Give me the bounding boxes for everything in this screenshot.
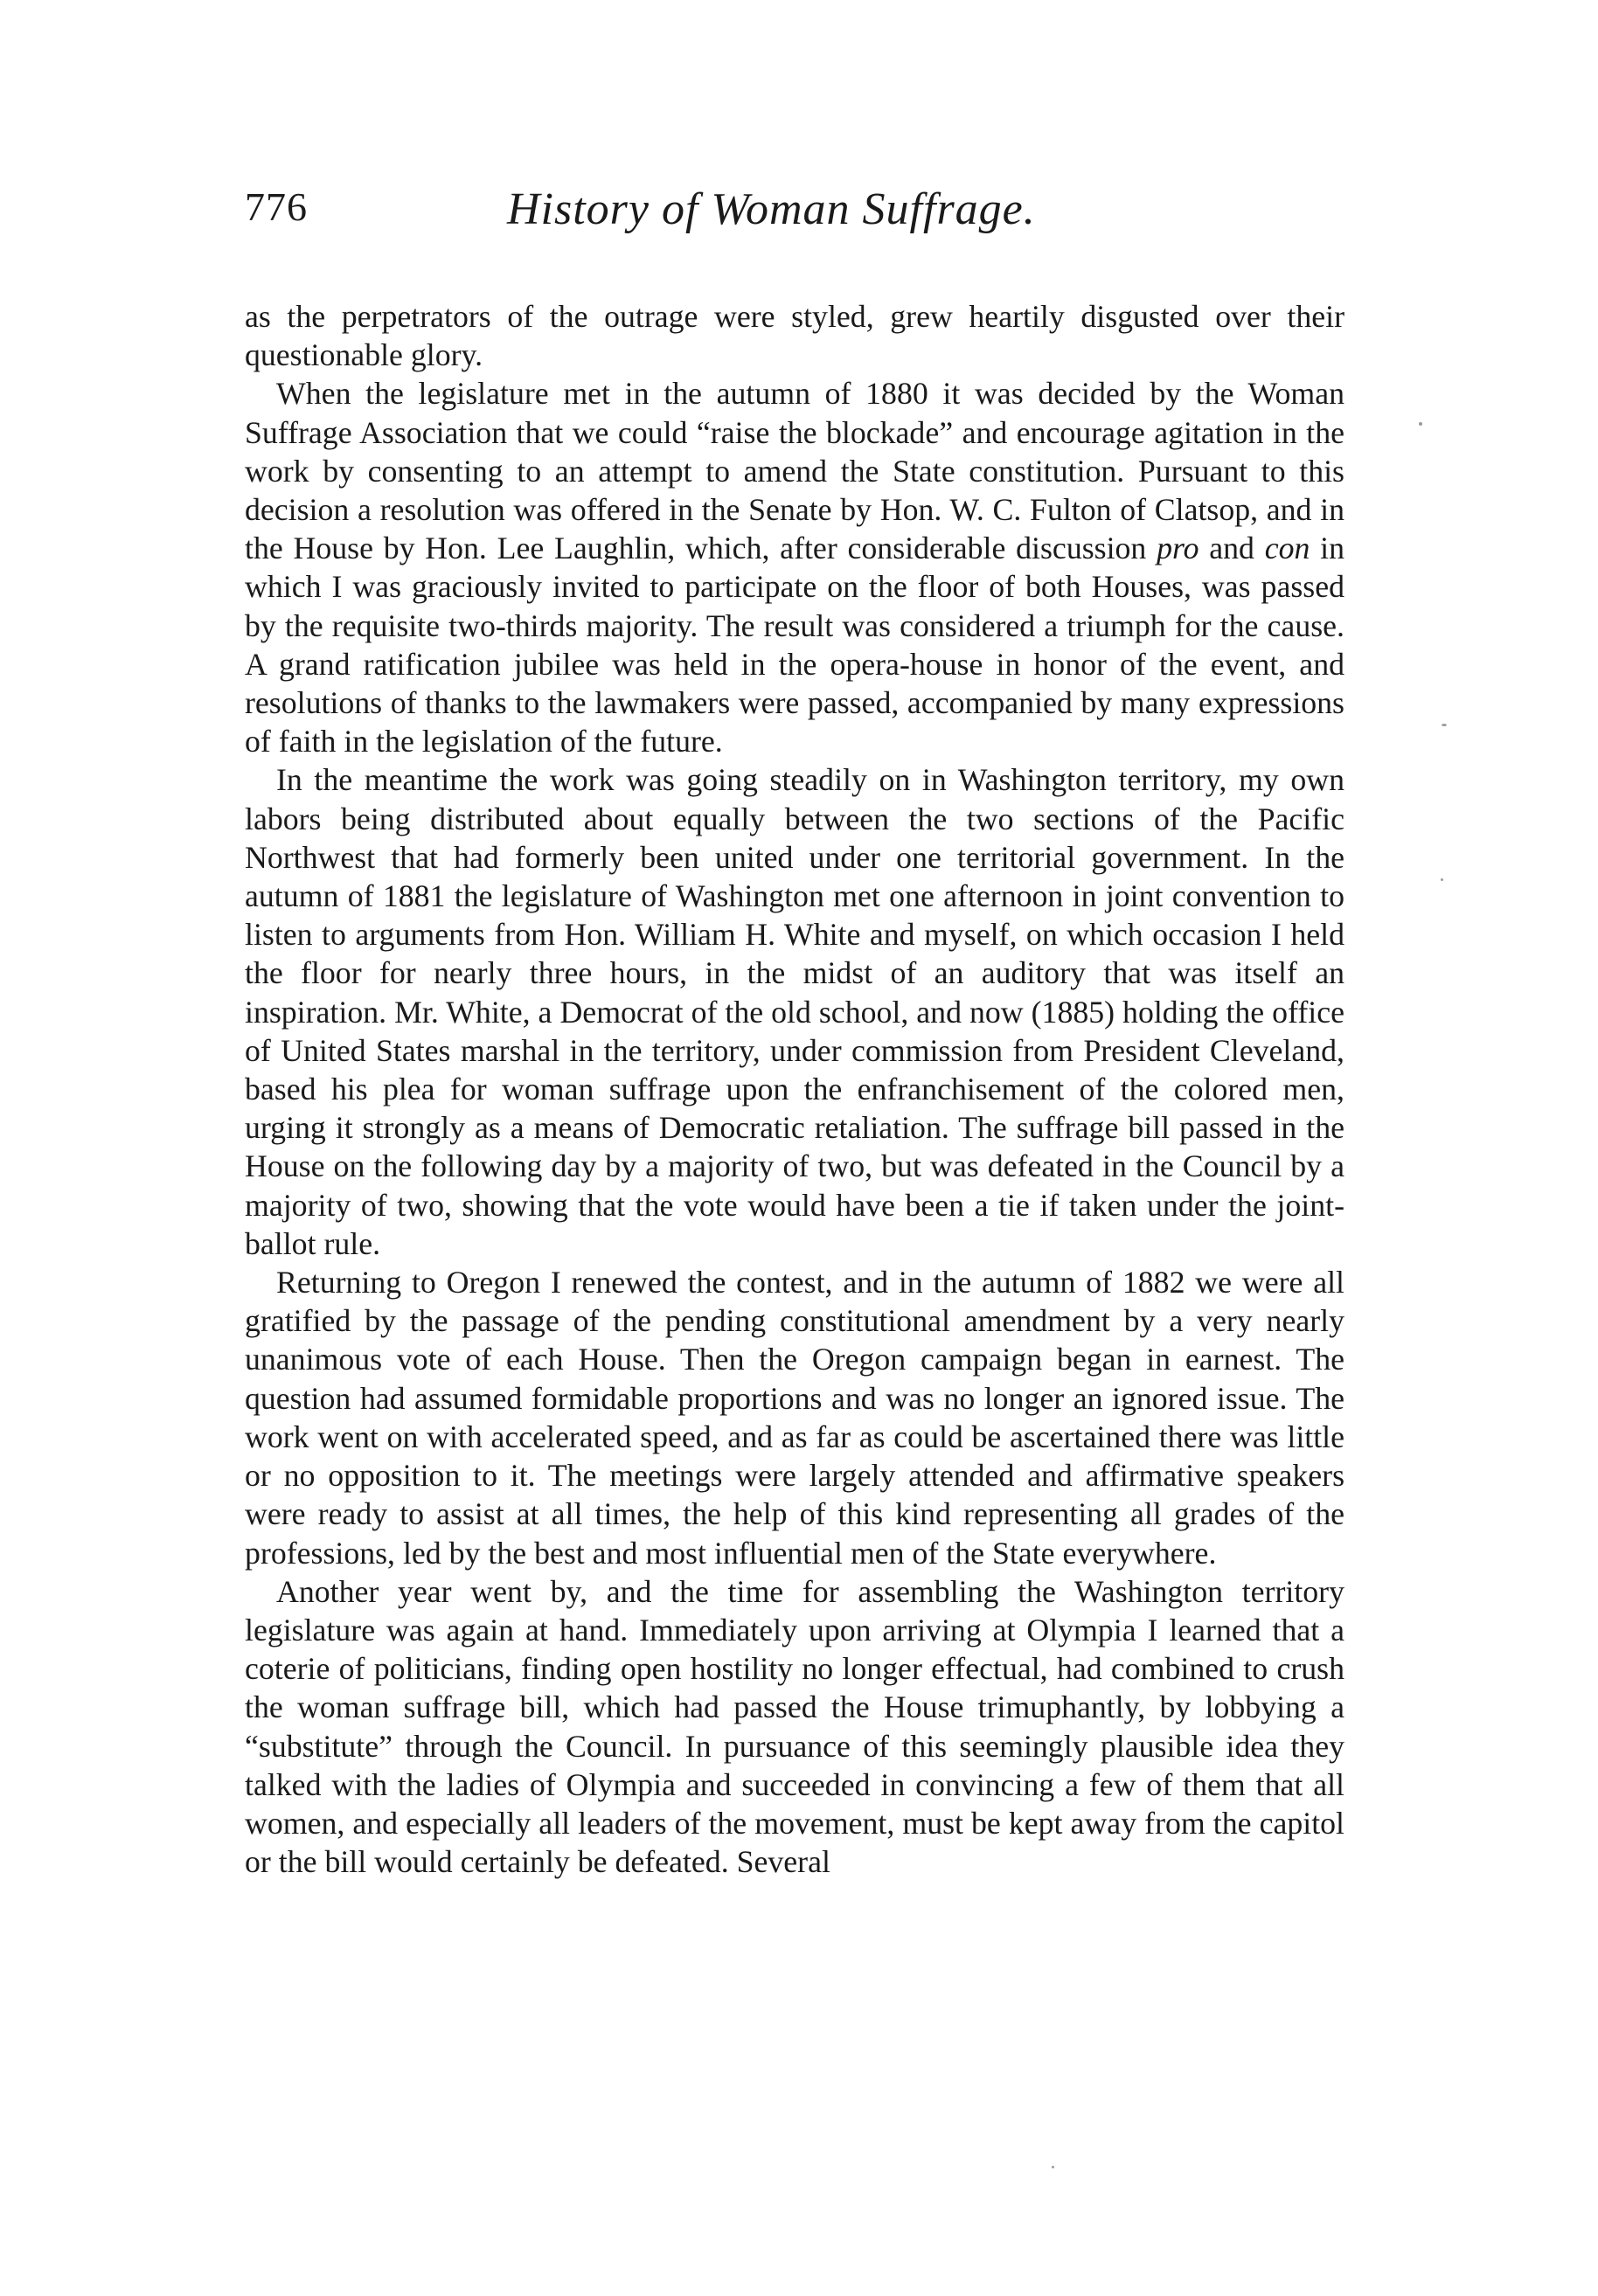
italic-text: con [1264,531,1310,566]
text-run: in which I was graciously invited to participate on the floor of both Houses, was passed by the requisite two-thirds majority. The result was considered a triumph for the cause. A grand ratification jubilee was held in the opera-house in honor of the event, and resolutions of thanks to the lawmakers were passed, accompanied by many expressions of faith in the legislation of the future. [245,531,1345,760]
paragraph [245,374,1344,760]
paragraph [245,760,1344,1263]
text-run: Returning to Oregon I renewed the contest, and in the autumn of 1882 we were all gratified by the passage of the pending constitutional amendment by a very nearly unanimous vote of each House. Then the Oregon campaign began in earnest. The question had assumed formidable proportions and was no longer an ignored issue. The work went on with accelerated speed, and as far as could be ascertained there was little or no opposition to it. The meetings were largely attended and affirmative speakers were ready to assist at all times, the help of this kind representing all grades of the professions, led by the best and most influential men of the State everywhere. [245,1265,1344,1571]
text-run: as the perpetrators of the outrage were styled, grew heartily disgusted over their questionable glory. [245,299,1344,373]
book-page [245,184,1344,1881]
text-run: and [1198,531,1265,566]
text-run: In the meantime the work was going steadily on in Washington territory, my own labors being distributed about equally between the two sections of the Pacific Northwest that had formerly been united under one territorial government. In the autumn of 1881 the legislature of Washington met one afternoon in joint convention to listen to arguments from Hon. William H. White and myself, on which occasion I held the floor for nearly three hours, in the midst of an auditory that was itself an inspiration. Mr. White, a Democrat of the old school, and now (1885) holding the office of United States marshal in the territory, under commission from President Cleveland, based his plea for woman suffrage upon the enfranchisement of the colored men, urging it strongly as a means of Democratic retaliation. The suffrage bill passed in the House on the following day by a majority of two, but was defeated in the Council by a majority of two, showing that the vote would have been a tie if taken under the joint-ballot rule. [245,762,1344,1261]
page-number: 776 [245,184,308,229]
paragraph [245,297,1344,374]
body-text [245,297,1344,1881]
text-run: When the legislature met in the autumn of 1880 it was decided by the Woman Suffrage Association that we could “raise the blockade” and encourage agitation in the work by consenting to an attempt to amend the State constitution. Pursuant to this decision a resolution was offered in the Senate by Hon. W. C. Fulton of Clatsop, and in the House by Hon. Lee Laughlin, which, after considerable discussion [245,376,1344,566]
running-title: History of Woman Suffrage. [507,184,1036,234]
paper-speck [1442,724,1447,726]
paragraph [245,1572,1344,1882]
paper-speck [1419,422,1422,426]
paper-speck [1052,2166,1054,2168]
paragraph [245,1263,1344,1572]
italic-text: pro [1157,531,1199,566]
paper-speck [1441,878,1443,881]
running-head [245,184,1344,262]
text-run: Another year went by, and the time for assembling the Washington territory legislature was again at hand. Immediately upon arriving at Olympia I learned that a coterie of politicians, finding open hostility no longer effectual, had combined to crush the woman suffrage bill, which had passed the House trimuphantly, by lobbying a “substitute” through the Council. In pursuance of this seemingly plausible idea they talked with the ladies of Olympia and succeeded in convincing a few of them that all women, and especially all leaders of the movement, must be kept away from the capitol or the bill would certainly be defeated. Several [245,1573,1344,1880]
